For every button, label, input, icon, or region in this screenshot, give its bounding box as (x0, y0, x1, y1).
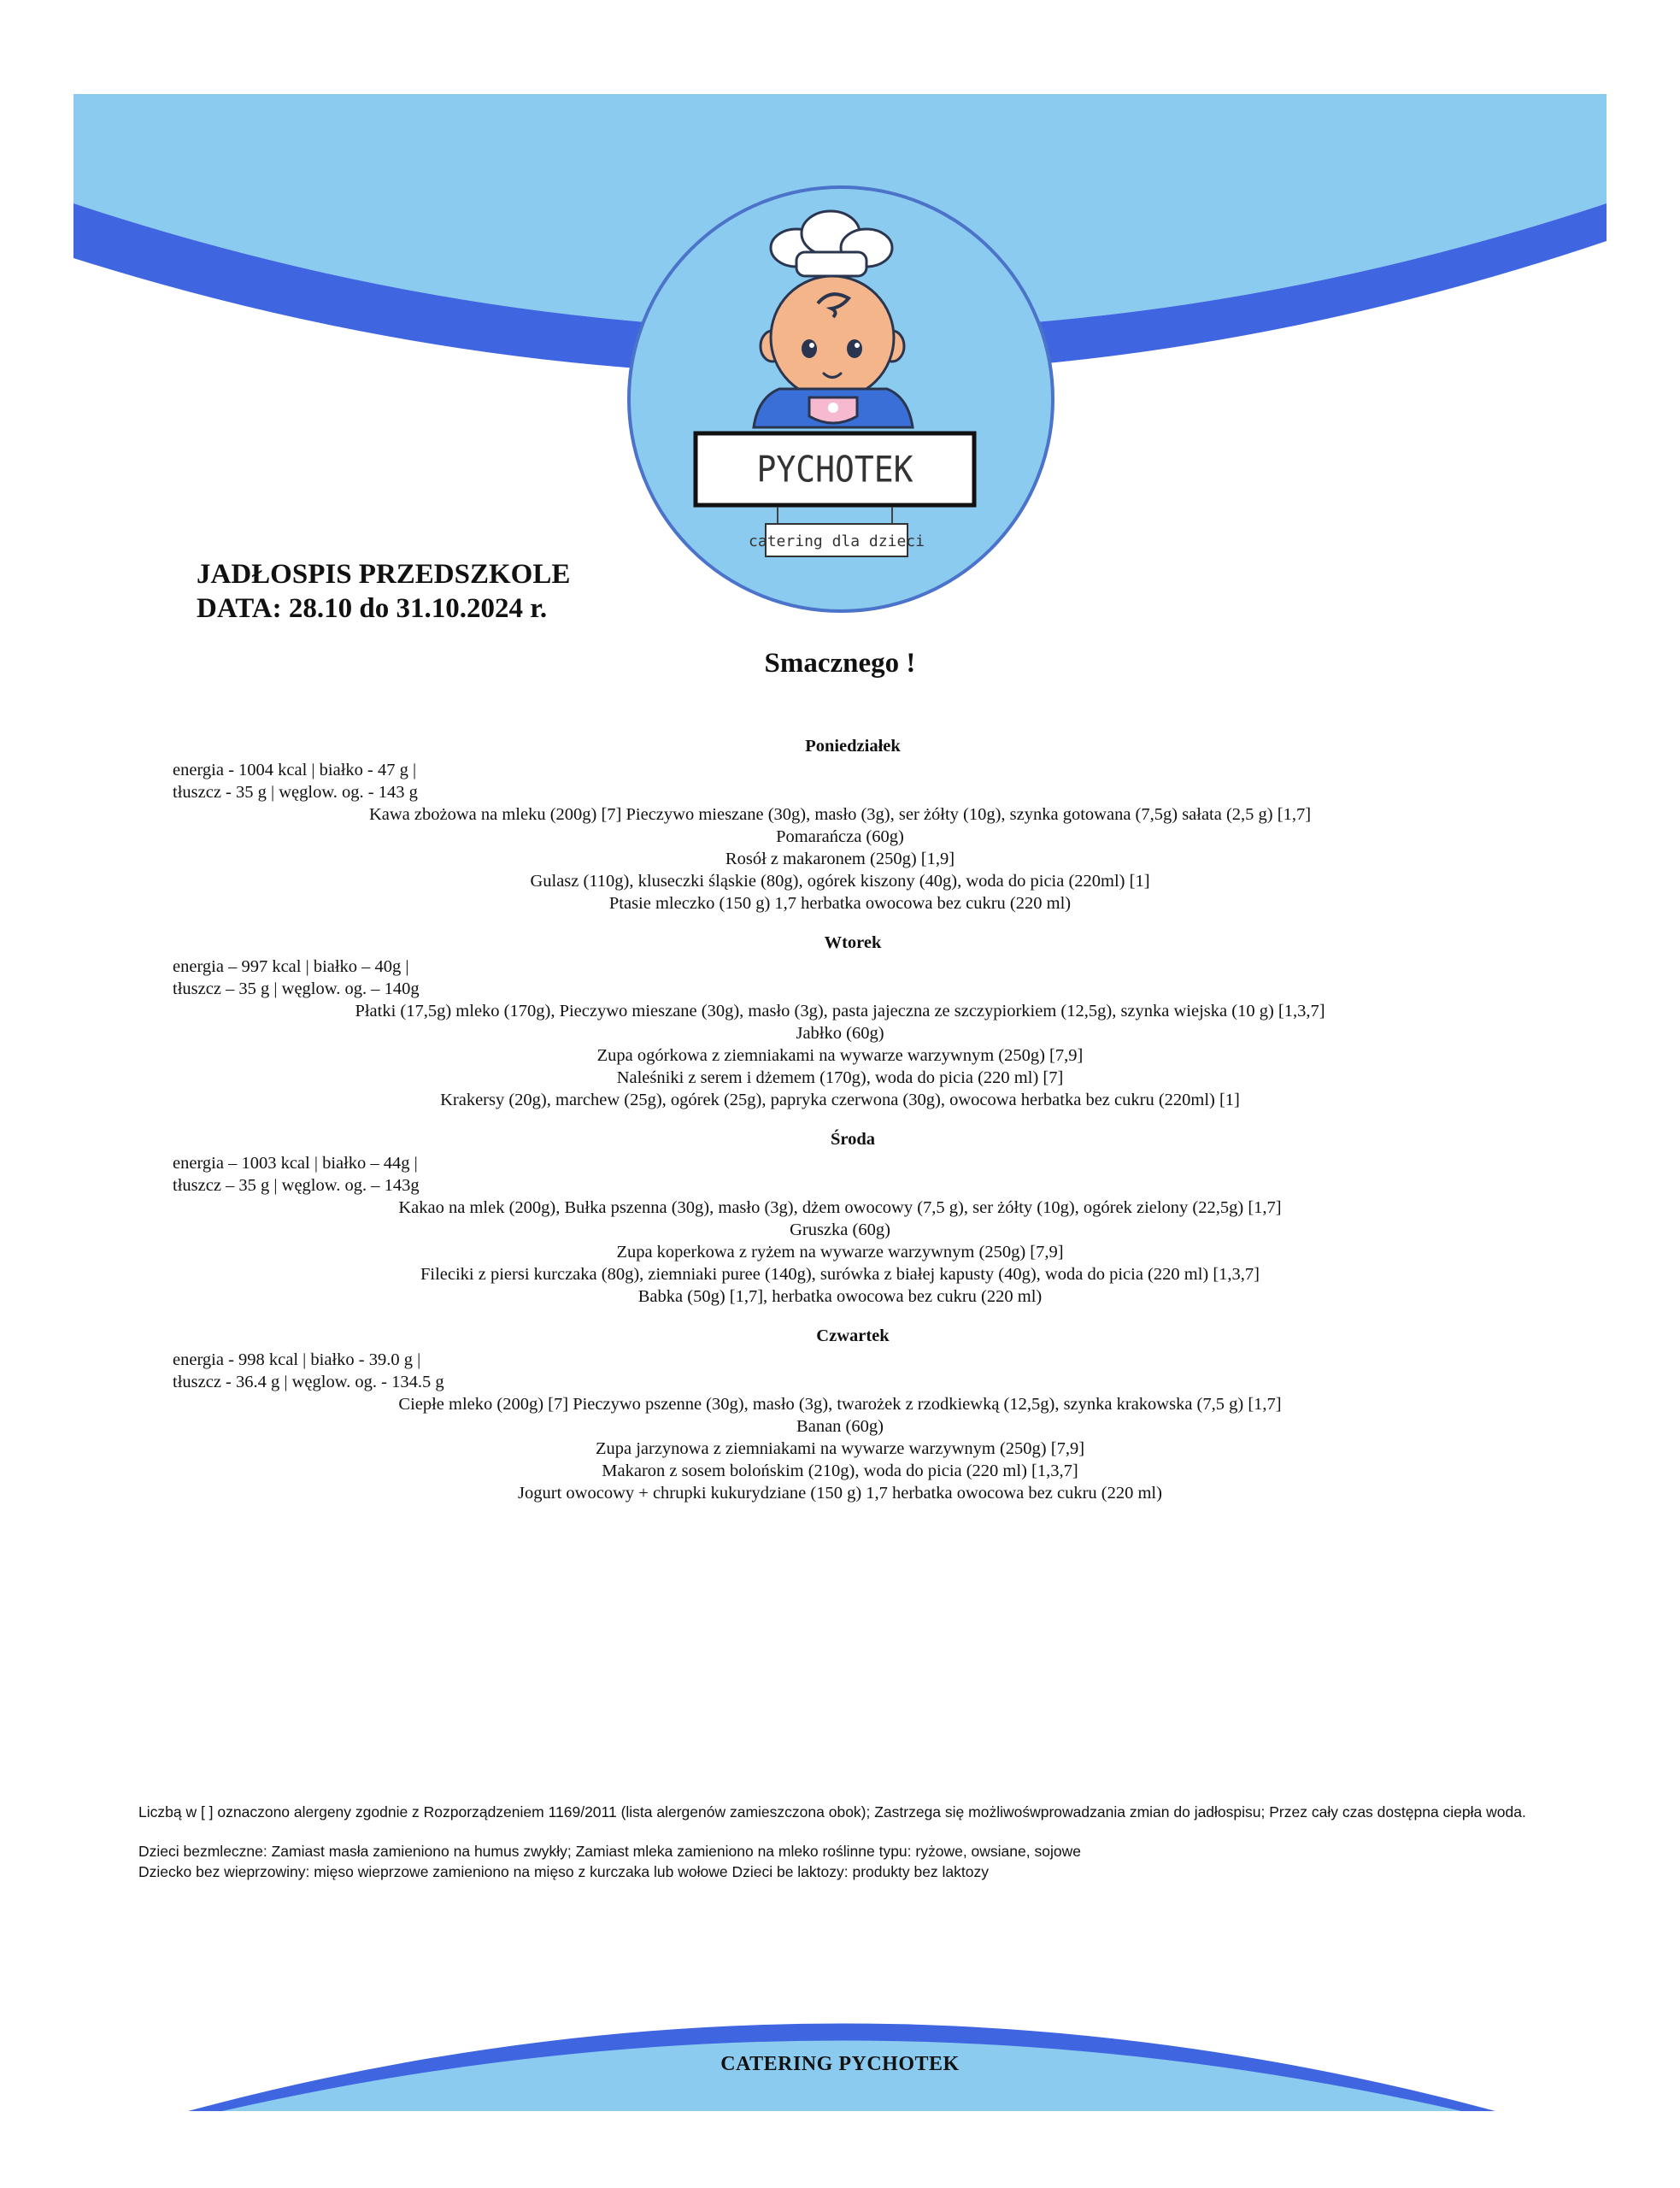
logo-tagline: catering dla dzieci (749, 532, 925, 550)
dish-line: Zupa koperkowa z ryżem na wywarze warzywnym (250g) [7,9] (616, 1243, 1064, 1262)
day-section (0, 1325, 1680, 1504)
day-name: Wtorek (824, 933, 882, 952)
dish-line: Rosół z makaronem (250g) [1,9] (725, 850, 955, 868)
dish-line: Gulasz (110g), kluseczki śląskie (80g), ogórek kiszony (40g), woda do picia (220ml) [1] (530, 872, 1150, 891)
nutrition-line: tłuszcz - 35 g | węglow. og. - 143 g (173, 783, 418, 802)
nutrition-line: energia – 1003 kcal | białko – 44g | (173, 1154, 418, 1173)
logo-emblem (626, 184, 1056, 615)
dish-line: Zupa jarzynowa z ziemniakami na wywarze warzywnym (250g) [7,9] (595, 1439, 1085, 1458)
day-name: Czwartek (816, 1326, 890, 1345)
dish-line: Jogurt owocowy + chrupki kukurydziane (150 g) 1,7 herbatka owocowa bez cukru (220 ml) (518, 1484, 1162, 1503)
allergen-note: Liczbą w [ ] oznaczono alergeny zgodnie z Rozporządzeniem 1169/2011 (lista alergenów zamieszczona obok); Zastrzega się możliwośwprowadzania zmian do jadłospisu; Przez cały czas dostępna ciepła woda. (138, 1803, 1526, 1820)
logo-brand: PYCHOTEK (756, 450, 913, 491)
title-line-1: JADŁOSPIS PRZEDSZKOLE (197, 559, 571, 590)
menu-list (0, 735, 1680, 1521)
page-title (197, 557, 570, 626)
dish-line: Gruszka (60g) (790, 1220, 890, 1239)
nutrition-line: tłuszcz – 35 g | węglow. og. – 140g (173, 979, 420, 998)
dish-line: Ptasie mleczko (150 g) 1,7 herbatka owocowa bez cukru (220 ml) (608, 894, 1072, 913)
footer-title: CATERING PYCHOTEK (720, 2053, 960, 2075)
nutrition-line: energia - 1004 kcal | białko - 47 g | (173, 761, 417, 779)
dish-line: Makaron z sosem bolońskim (210g), woda do picia (220 ml) [1,3,7] (602, 1462, 1078, 1480)
dish-line: Pomarańcza (60g) (776, 827, 904, 846)
nutrition-line: tłuszcz - 36.4 g | węglow. og. - 134.5 g (173, 1373, 444, 1391)
nutrition-line: energia – 997 kcal | białko – 40g | (173, 957, 409, 976)
dish-line: Jabłko (60g) (796, 1024, 884, 1043)
day-name: Środa (830, 1130, 876, 1149)
dish-line: Kakao na mlek (200g), Bułka pszenna (30g), masło (3g), dżem owocowy (7,5 g), ser żółty (10g), ogórek zielony (22,5g) [1,7] (398, 1198, 1282, 1217)
dish-line: Fileciki z piersi kurczaka (80g), ziemniaki puree (140g), surówka z białej kapusty (40g), woda do picia (220 ml) [1,3,7] (420, 1265, 1260, 1284)
dish-line: Banan (60g) (796, 1417, 884, 1436)
notes-section (138, 1802, 1557, 1882)
dish-line: Babka (50g) [1,7], herbatka owocowa bez cukru (220 ml) (637, 1287, 1043, 1306)
footer-banner (188, 1983, 1495, 2111)
day-section (0, 932, 1680, 1111)
dish-line: Krakersy (20g), marchew (25g), ogórek (25g), papryka czerwona (30g), owocowa herbatka bez cukru (220ml) [1] (440, 1091, 1240, 1109)
day-name: Poniedziałek (805, 737, 901, 756)
dairy-free-note: Dzieci bezmleczne: Zamiast masła zamieniono na humus zwykły; Zamiast mleka zamieniono na mleko roślinne typu: ryżowe, owsiane, sojowe (138, 1843, 1081, 1860)
greeting: Smacznego ! (764, 648, 916, 679)
title-date: DATA: 28.10 do 31.10.2024 r. (197, 593, 548, 624)
nutrition-line: tłuszcz – 35 g | węglow. og. – 143g (173, 1176, 420, 1195)
day-section (0, 735, 1680, 915)
dish-line: Zupa ogórkowa z ziemniakami na wywarze warzywnym (250g) [7,9] (596, 1046, 1084, 1065)
dish-line: Naleśniki z serem i dżemem (170g), woda do picia (220 ml) [7] (616, 1068, 1064, 1087)
day-section (0, 1128, 1680, 1308)
dish-line: Ciepłe mleko (200g) [7] Pieczywo pszenne (30g), masło (3g), twarożek z rzodkiewką (12,5g), szynka krakowska (7,5 g) [1,7] (398, 1395, 1282, 1414)
dish-line: Kawa zbożowa na mleku (200g) [7] Pieczywo mieszane (30g), masło (3g), ser żółty (10g), szynka gotowana (7,5g) sałata (2,5 g) [1,7] (368, 805, 1312, 824)
dish-line: Płatki (17,5g) mleko (170g), Pieczywo mieszane (30g), masło (3g), pasta jajeczna ze szczypiorkiem (12,5g), szynka wiejska (10 g) [1,3,7] (355, 1002, 1325, 1020)
pork-free-note: Dziecko bez wieprzowiny: mięso wieprzowe zamieniono na mięso z kurczaka lub wołowe Dzieci be laktozy: produkty bez laktozy (138, 1863, 990, 1880)
nutrition-line: energia - 998 kcal | białko - 39.0 g | (173, 1350, 421, 1369)
